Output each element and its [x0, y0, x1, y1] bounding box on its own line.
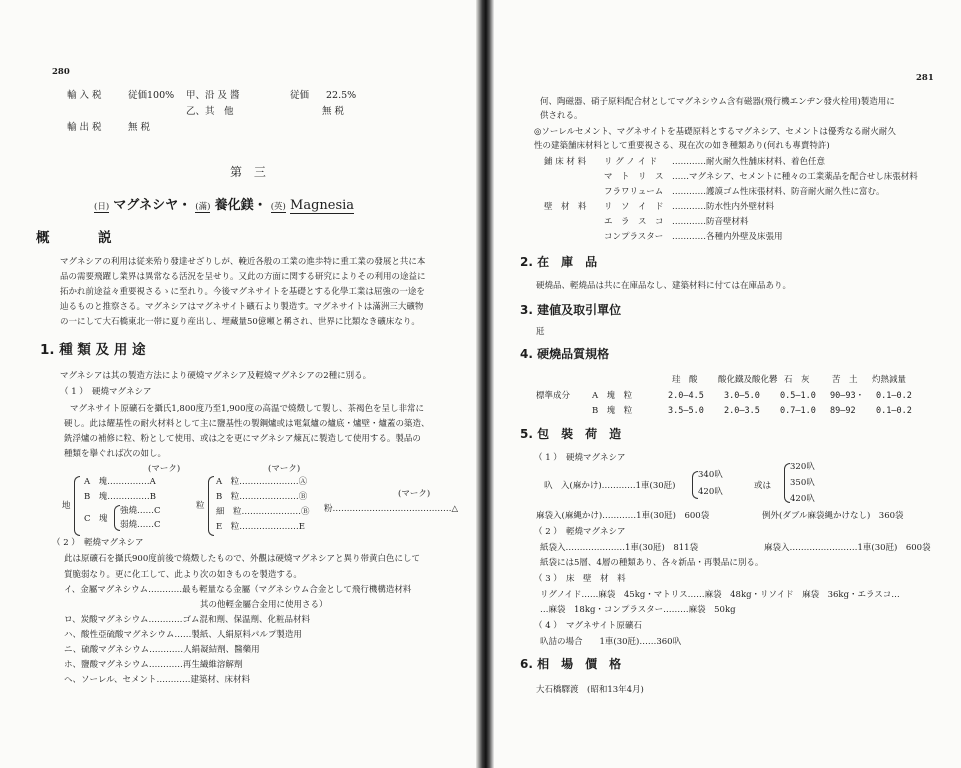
sec4-heading	[520, 348, 609, 360]
tsubu-label: 粒	[196, 501, 205, 511]
bulk-option: 420叺	[698, 487, 723, 497]
table-cell: 90—93・	[830, 391, 865, 401]
table-cell: 0.1—0.2	[876, 391, 912, 401]
tsubu-row-name: A 粒	[216, 477, 240, 487]
material-category: 壁 材 料	[544, 202, 587, 212]
use-item: ニ、硫酸マグネシウム…………人絹凝結劑、醫藥用	[64, 645, 260, 655]
tsubu-row	[216, 506, 310, 518]
sec5-number: 5.	[520, 427, 533, 441]
title-lang-en: (英)	[270, 202, 286, 212]
row-grade: A 塊 粒	[592, 391, 633, 401]
tsubu-row-name: B 粒	[216, 492, 240, 502]
tsubu-row-name: E 粒	[216, 522, 240, 532]
tsubu-row	[216, 521, 305, 533]
table-header: 酸化鐵及酸化礬	[718, 375, 778, 385]
leader-dots: …………………	[239, 522, 299, 532]
sec2-heading	[520, 256, 597, 268]
tax-import-a-rate: 22.5%	[326, 90, 357, 101]
sec6-body: 大石橋驛渡 (昭和13年4月)	[536, 685, 644, 695]
top-line: 供される。	[540, 111, 583, 121]
left-page	[0, 0, 478, 768]
gaisetsu-heading: 概 説	[36, 230, 114, 246]
chi-row-name: 弱燒	[120, 520, 138, 530]
top-line: ◎ソーレルセメント、マグネサイトを基礎原料とするマグネシア、セメントは優秀なる耐火耐久	[534, 127, 896, 137]
material-desc: ……マグネシア、セメントに種々の工業薬品を配合せし床張材料	[672, 172, 918, 182]
sec3-title: 建値及取引單位	[537, 303, 622, 317]
material-name: コンプラスター	[604, 232, 664, 242]
sec1-heading	[40, 344, 146, 356]
mark-label: (マーク)	[398, 489, 431, 499]
paper-note: 紙袋には5層、4層の種類あり、各々新品・再製品に別る。	[540, 558, 764, 568]
leader-dots: ……	[137, 506, 155, 516]
mark-symbol: A	[149, 477, 156, 487]
sec4-title: 硬燒品質規格	[537, 347, 610, 361]
chi-row-c1	[120, 505, 161, 517]
sec1-title: 種 類 及 用 途	[59, 342, 146, 358]
tax-import-b-rate: 無 税	[322, 106, 345, 117]
table-cell: 0.7—1.0	[780, 406, 816, 416]
material-row	[544, 171, 918, 183]
chi-row-b	[84, 491, 156, 503]
mark-symbol: Ⓑ	[298, 492, 308, 502]
intro-line: 辿るものと推察さる。マグネシアはマグネサイト礦石より製造す。マグネサイトは滿洲三大礦物	[60, 302, 424, 312]
sec3-body: 瓩	[536, 327, 545, 337]
tax-label-import: 輸 入 税	[67, 90, 102, 101]
table-header: 灼熱減量	[872, 375, 907, 385]
title-man: 養化鎂・	[214, 198, 267, 213]
page-number-left: 280	[52, 67, 70, 77]
material-row	[544, 231, 783, 243]
sec5-p1: （ 1 ） 硬燒マグネシア	[534, 453, 626, 463]
use-item: イ、金屬マグネシウム…………最も輕量なる金屬（マグネシウム合金として飛行機構造材料	[64, 585, 412, 595]
kona-label: 粉	[324, 504, 333, 514]
sub1-line: 種類を擧ぐれば次の如し。	[64, 449, 167, 459]
p4-body: 叺詰の場合 1車(30瓩)……360叺	[540, 637, 682, 647]
or-option: 320叺	[790, 462, 815, 472]
leader-dots: …………………	[239, 477, 299, 487]
right-page	[492, 0, 961, 768]
mark-symbol: C	[154, 520, 161, 530]
chi-row-name: A 塊	[84, 477, 108, 487]
sub2-line: 此は原礦石を攝氏900度前後で燒燬したもので、外觀は硬燒マグネシアと異り帯黄白色にして	[64, 554, 420, 564]
leader-dots: ……	[137, 520, 155, 530]
tsubu-row-name: 細 粒	[216, 507, 242, 517]
table-header: 苦 土	[832, 375, 858, 385]
sec4-number: 4.	[520, 347, 533, 361]
sec5-p2: （ 2 ） 輕燒マグネシア	[534, 527, 626, 537]
tax-export-value: 無 税	[128, 122, 151, 133]
title-en: Magnesia	[290, 198, 355, 213]
top-line: 何、陶磁器、硝子原料配合材としてマグネシウム含有磁器(飛行機エンヂン發火栓用)製造用に	[540, 97, 895, 107]
intro-line: 品の需要飛躍し業界は異常なる活況を呈せり。又此の方面に関する研究によりその利用の途益に	[60, 272, 426, 282]
bag1-line: 麻袋入(麻縄かけ)…………1車(30瓩) 600袋	[536, 511, 710, 521]
material-name: リ グ ノ イ ド	[604, 157, 658, 167]
title-lang-ja: (日)	[94, 202, 110, 212]
sec2-title: 在 庫 品	[537, 255, 598, 269]
sec2-number: 2.	[520, 255, 533, 269]
use-item: ヘ、ソーレル、セメント…………建築材、床材料	[64, 675, 250, 685]
sub1-line: 硬し。此は耀基性の耐火材料として主に鹽基性の製鋼爐或は電氣爐の爐底・爐壁・爐蓋の築造、	[64, 419, 430, 429]
table-cell: 3.0—5.0	[724, 391, 760, 401]
bag1-alt: 例外(ダブル麻袋縄かけなし) 360袋	[762, 511, 904, 521]
material-desc: …………各種内外壁及床張用	[672, 232, 783, 242]
hemp-line: 麻袋入……………………1車(30瓩) 600袋	[764, 543, 931, 553]
chi-label: 地	[62, 501, 71, 511]
or-label: 或は	[754, 481, 772, 491]
p3-line: リグノイド……麻袋 45kg・マトリス……麻袋 48kg・リソイド 麻袋 36kg・エラスコ…	[540, 590, 900, 600]
or-option: 420叺	[790, 494, 815, 504]
mark-symbol: Ⓐ	[298, 477, 308, 487]
table-cell: 0.5—1.0	[780, 391, 816, 401]
table-header: 珪 酸	[672, 375, 698, 385]
bulk-option: 340叺	[698, 470, 723, 480]
title-lang-man: (滿)	[195, 202, 211, 212]
sub1-line: 銑浮爐の補修に粒、粉として使用、或は之を更にマグネシア煉瓦に製造して使用する。製品の	[64, 434, 421, 444]
sec3-number: 3.	[520, 303, 533, 317]
material-name: マ ト リ ス	[604, 172, 664, 182]
top-line: 性の建築舗床材料として重要視さる、現在次の如き種類あり(何れも專賣特許)	[534, 141, 830, 151]
row-label: 標準成分	[536, 391, 571, 401]
tax-import-b: 乙、其 他	[186, 106, 234, 117]
material-row	[544, 186, 885, 198]
mark-label: (マーク)	[148, 464, 181, 474]
tax-import-value: 従価100%	[128, 90, 175, 101]
use-item: ロ、炭酸マグネシウム…………ゴム混和劑、保温劑、化粧品材料	[64, 615, 310, 625]
material-name: リ ソ イ ド	[604, 202, 664, 212]
sec5-title: 包 裝 荷 造	[537, 427, 622, 441]
sec5-p4: （ 4 ） マグネサイト原礦石	[534, 621, 642, 631]
material-name: フラワリューム	[604, 187, 664, 197]
mark-symbol: E	[298, 522, 305, 532]
tax-import-a-type: 従価	[290, 90, 310, 101]
tsubu-row	[216, 476, 307, 488]
title-ja: マグネシヤ・	[113, 198, 192, 213]
table-cell: 89—92	[830, 406, 856, 416]
sec5-p3: （ 3 ） 床 壁 材 料	[534, 574, 626, 584]
table-cell: 0.1—0.2	[876, 406, 912, 416]
sub2-line: 質脆弱なり。更に化工して、此より次の如きものを製造する。	[64, 570, 302, 580]
page-number-right: 281	[916, 73, 934, 83]
use-item: ハ、酸性亞硫酸マグネシウム……製紙、人絹原料パルプ製造用	[64, 630, 302, 640]
chi-row-name: 強燒	[120, 506, 138, 516]
chi-row-a	[84, 476, 156, 488]
material-desc: …………防水性内外壁材料	[672, 202, 775, 212]
leader-dots: ……………………………………	[332, 504, 452, 514]
material-row	[544, 201, 774, 213]
mark-symbol: B	[149, 492, 156, 502]
table-cell: 2.0—3.5	[724, 406, 760, 416]
use-item: ホ、鹽酸マグネシウム…………再生繊維溶解劑	[64, 660, 243, 670]
sec2-body: 硬燒品、輕燒品は共に在庫品なし、建築材料に付ては在庫品あり。	[536, 281, 792, 291]
use-item: 其の他輕金屬合金用に使用さる）	[64, 600, 328, 610]
p3-line: …麻袋 18kg・コンプラスター………麻袋 50kg	[540, 605, 736, 615]
bulk-line: 叺 入(麻かけ)…………1車(30瓩)	[544, 481, 676, 491]
sec6-number: 6.	[520, 657, 533, 671]
intro-line: マグネシアの利用は従来殆り發達せざりしが、輓近各般の工業の進歩特に重工業の發展と共に本	[60, 257, 426, 267]
intro-line: 拓かれ前途益々重要視さるゝに至れり。今後マグネサイトを基礎とする化學工業は屈強の一途を	[60, 287, 425, 297]
chapter-title	[94, 198, 354, 215]
material-category: 鋪 床 材 料	[544, 157, 587, 167]
paper-line: 紙袋入…………………1車(30瓩) 811袋	[540, 543, 699, 553]
sec1-number: 1.	[40, 342, 55, 358]
chi-row-c: C 塊	[84, 514, 108, 524]
mark-symbol: Ⓑ	[301, 507, 310, 517]
mark-symbol: C	[154, 506, 161, 516]
material-name: エ ラ ス コ	[604, 217, 664, 227]
leader-dots: …………………	[241, 507, 302, 517]
chi-row-c2	[120, 519, 161, 531]
material-desc: …………防音壁材料	[672, 217, 749, 227]
sec6-heading	[520, 658, 621, 670]
material-row	[544, 216, 749, 228]
sec3-heading	[520, 304, 621, 316]
chi-row-name: B 塊	[84, 492, 108, 502]
table-cell: 2.0—4.5	[668, 391, 704, 401]
sec1-sub2: （ 2 ） 輕燒マグネシア	[52, 538, 144, 548]
sec5-heading	[520, 428, 621, 440]
table-cell: 3.5—5.0	[668, 406, 704, 416]
tax-label-export: 輸 出 税	[67, 122, 102, 133]
material-desc: …………護謨ゴム性床張材料、防音耐火耐久性に富む。	[672, 187, 885, 197]
table-header: 石 灰	[784, 375, 810, 385]
or-option: 350叺	[790, 478, 815, 488]
chi-brace	[74, 476, 80, 536]
material-row	[544, 156, 825, 168]
chapter-heading: 第 三	[230, 165, 270, 179]
mark-symbol: △	[451, 504, 459, 514]
mark-label: (マーク)	[268, 464, 301, 474]
sec1-lead: マグネシアは其の製造方法により硬燒マグネシア及輕燒マグネシアの2種に別る。	[60, 371, 372, 381]
material-desc: …………耐火耐久性舗床材料、着色任意	[672, 157, 826, 167]
sec6-title: 相 場 價 格	[537, 657, 622, 671]
tsubu-brace	[208, 476, 214, 536]
leader-dots: ……………	[107, 477, 150, 487]
tsubu-row	[216, 491, 307, 503]
kona-row	[324, 503, 458, 515]
intro-line: の一にして大石橋東北一帯に夏り産出し、埋藏量50億噸と稱され、世界に比類なき礦床なり。	[60, 317, 420, 327]
row-grade: B 塊 粒	[592, 406, 633, 416]
leader-dots: …………………	[239, 492, 299, 502]
tax-import-a: 甲、沿 及 醬	[186, 90, 240, 101]
sec1-sub1: （ 1 ） 硬燒マグネシア	[60, 387, 152, 397]
leader-dots: ……………	[107, 492, 150, 502]
sub1-line: マグネサイト原礦石を攝氏1,800度乃至1,900度の高温で燒燬して製し、茶褐色を呈し非常に	[70, 404, 424, 414]
